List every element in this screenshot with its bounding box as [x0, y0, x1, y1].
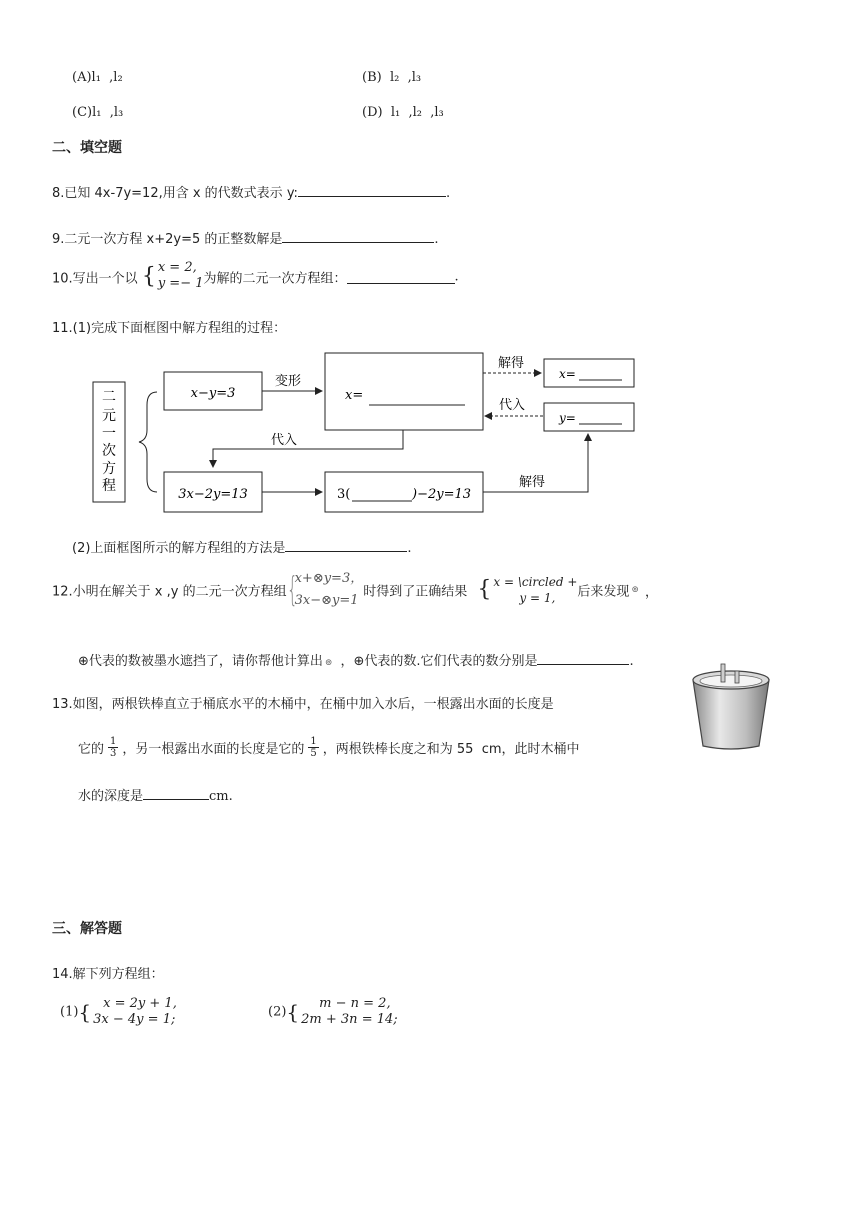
q11-side-char-4: 次 [102, 443, 116, 459]
q13-frac2-den: 5 [310, 748, 317, 759]
option-c: (C)l₁ ,l₃ [72, 105, 124, 120]
q9-blank [282, 229, 434, 243]
q9-text: 9.二元一次方程 x+2y=5 的正整数解是 [52, 232, 283, 247]
q13-l2b: ，另一根露出水面的长度是它的 [122, 742, 305, 757]
q11-arrow-transform-label: 变形 [275, 374, 302, 389]
q9-end: . [434, 232, 439, 247]
q11-result-y-text: y= [559, 411, 576, 425]
q14-part1-brace: { [78, 1000, 92, 1024]
q13-frac1-den: 3 [110, 748, 117, 759]
q11-side-char-2: 元 [102, 408, 116, 424]
q12-line2b: ，⊕代表的数.它们代表的数分别是 [340, 654, 538, 669]
q14-part1-line1: x = 2y + 1, [103, 996, 177, 1011]
q11-box2-text: x= [345, 388, 364, 403]
iron-rod-2 [735, 671, 739, 683]
bucket-illustration [690, 662, 772, 752]
q14-part1 [60, 996, 177, 1028]
q11-flow-diagram [85, 345, 645, 525]
q13-fraction-1 [108, 736, 118, 759]
q10-suffix: 为解的二元一次方程组： [203, 271, 347, 287]
q12-line2a: ⊕代表的数被墨水遮挡了，请你帮他计算出 [78, 654, 323, 669]
q11-part2-blank [285, 538, 407, 552]
q10-prefix: 10.写出一个以 [52, 271, 138, 287]
q14-part2-line1: m − n = 2, [319, 996, 391, 1011]
q11-title: 11.(1)完成下面框图中解方程组的过程： [52, 321, 287, 336]
question-12 [52, 568, 658, 612]
q12-system-line2: 3x−⊗y=1 [294, 593, 359, 608]
q10-line1: x = 2, [157, 260, 197, 275]
q11-box4-text-a: 3( [337, 487, 351, 502]
q12-comma: ， [644, 584, 658, 600]
bucket-water [700, 675, 762, 687]
q12-result-line2: y = 1, [519, 591, 556, 605]
q11-arrow-solve1-label: 解得 [498, 356, 525, 371]
q13-line2 [78, 736, 580, 759]
option-a: (A)l₁ ,l₂ [72, 70, 123, 85]
q12-system-line1: x+⊗y=3， [294, 571, 364, 586]
q11-part2 [72, 537, 412, 556]
q11-box1-text: x−y=3 [190, 386, 236, 401]
q13-line1: 13.如图，两根铁棒直立于桶底水平的木桶中，在桶中加入水后，一根露出水面的长度是 [52, 697, 554, 712]
q11-arrow-sub2 [213, 430, 403, 467]
q13-unit: cm. [209, 789, 233, 804]
q12-result-line1: x = \circled + [493, 575, 578, 589]
q12-system-brace: { [286, 570, 298, 610]
q14-part2-brace: { [286, 1000, 300, 1024]
q12-result [493, 574, 577, 606]
q13-frac2-num: 1 [310, 736, 317, 747]
section-title-fill-blank: 二、填空题 [52, 140, 122, 156]
q12-after: 后来发现 [577, 584, 630, 600]
q11-result-x-text: x= [559, 367, 576, 381]
q13-line3 [78, 785, 233, 804]
q11-side-label [102, 389, 116, 494]
q14-part1-line2: 3x − 4y = 1; [93, 1012, 176, 1027]
q11-box3-text: 3x−2y=13 [178, 487, 248, 502]
q10-line2: y =− 1 [157, 276, 204, 291]
q14-part2 [268, 996, 398, 1028]
q11-result-x-box [544, 359, 634, 387]
q11-arrow-solve2-label: 解得 [519, 475, 546, 490]
q11-part2-text: (2)上面框图所示的解方程组的方法是 [72, 541, 286, 556]
q12-end: . [629, 654, 634, 669]
q12-line2 [78, 650, 634, 669]
q12-prefix: 12.小明在解关于 x ,y 的二元一次方程组 [52, 584, 287, 600]
q13-blank [143, 786, 209, 800]
q11-side-char-3: 一 [102, 426, 116, 442]
bucket-body [693, 680, 769, 749]
q14-part1-label: (1) [60, 1004, 79, 1020]
q11-brace [139, 392, 157, 492]
q10-blank [347, 270, 455, 284]
q14-part2-system [301, 996, 397, 1028]
option-d: (D) l₁ ,l₂ ,l₃ [362, 105, 444, 120]
question-8 [52, 182, 450, 201]
q12-middle: 时得到了正确结果 [363, 584, 468, 600]
q13-fraction-2 [308, 736, 318, 759]
q11-side-char-1: 二 [102, 389, 116, 405]
q14-part1-system [93, 996, 177, 1028]
question-10 [52, 262, 459, 292]
q13-l3: 水的深度是 [78, 789, 144, 804]
question-9 [52, 228, 439, 247]
q10-brace: { [141, 264, 156, 289]
section-title-answer: 三、解答题 [52, 921, 122, 937]
q13-l2a: 它的 [78, 742, 105, 757]
q11-side-char-6: 程 [102, 478, 116, 494]
q8-end: . [445, 186, 451, 201]
q11-side-char-5: 方 [102, 461, 116, 477]
q10-end: . [454, 269, 459, 285]
q14-part2-line2: 2m + 3n = 14; [301, 1012, 398, 1027]
q11-arrow-sub1-label: 代入 [499, 398, 526, 413]
q11-arrow-sub2-label: 代入 [271, 433, 298, 448]
q8-text: 8.已知 4x-7y=12,用含 x 的代数式表示 y: [52, 186, 298, 201]
q11-part2-end: . [407, 541, 412, 556]
q11-box4-text-b: )−2y=13 [412, 487, 472, 502]
q13-l2c: ，两根铁棒长度之和为 55 cm，此时木桶中 [322, 742, 580, 757]
q8-blank [298, 183, 446, 197]
q12-system [287, 568, 364, 612]
q12-blank [537, 651, 629, 665]
iron-rod-1 [721, 664, 725, 682]
q11-result-y-box [544, 403, 634, 431]
q14-title: 14.解下列方程组： [52, 967, 164, 982]
q12-result-brace: { [477, 577, 492, 602]
option-b: (B) l₂ ,l₃ [362, 70, 422, 85]
q14-part2-label: (2) [268, 1004, 287, 1020]
q12-symbol-1: ⊚ [631, 585, 639, 595]
q12-symbol-2: ⊚ [324, 658, 333, 668]
q13-frac1-num: 1 [110, 736, 117, 747]
q10-system [158, 260, 204, 292]
